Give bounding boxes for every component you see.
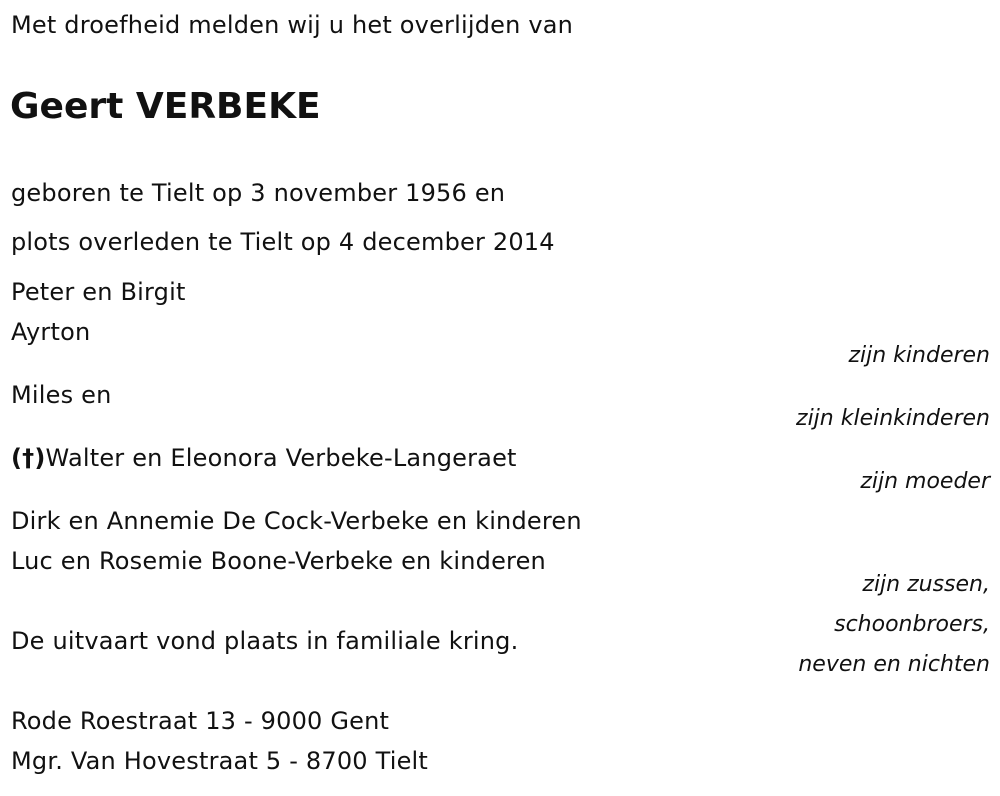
cross-icon: (†) [11, 444, 46, 472]
deceased-name: Geert VERBEKE [10, 86, 321, 127]
relation-mother: zijn moeder [860, 469, 990, 494]
siblings-line-1: Dirk en Annemie De Cock-Verbeke en kinderen [11, 507, 582, 535]
death-text: plots overleden te Tielt op 4 december 2014 [11, 228, 555, 256]
intro-text: Met droefheid melden wij u het overlijden van [11, 11, 574, 39]
siblings-line-2: Luc en Rosemie Boone-Verbeke en kinderen [11, 547, 546, 575]
address-2: Mgr. Van Hovestraat 5 - 8700 Tielt [11, 747, 429, 775]
funeral-text: De uitvaart vond plaats in familiale kring. [11, 627, 519, 655]
mother-line [11, 443, 517, 473]
relation-siblings-2: schoonbroers, [834, 612, 990, 637]
children-line-1: Peter en Birgit [11, 278, 186, 306]
children-line-2: Ayrton [11, 318, 91, 346]
relation-siblings-1: zijn zussen, [862, 572, 990, 597]
grandchildren-line: Miles en [11, 381, 112, 409]
relation-children: zijn kinderen [848, 343, 990, 368]
relation-grandchildren: zijn kleinkinderen [796, 406, 990, 431]
mother-names: Walter en Eleonora Verbeke-Langeraet [45, 444, 517, 472]
relation-siblings-3: neven en nichten [798, 652, 990, 677]
address-1: Rode Roestraat 13 - 9000 Gent [11, 707, 390, 735]
birth-text: geboren te Tielt op 3 november 1956 en [11, 179, 506, 207]
